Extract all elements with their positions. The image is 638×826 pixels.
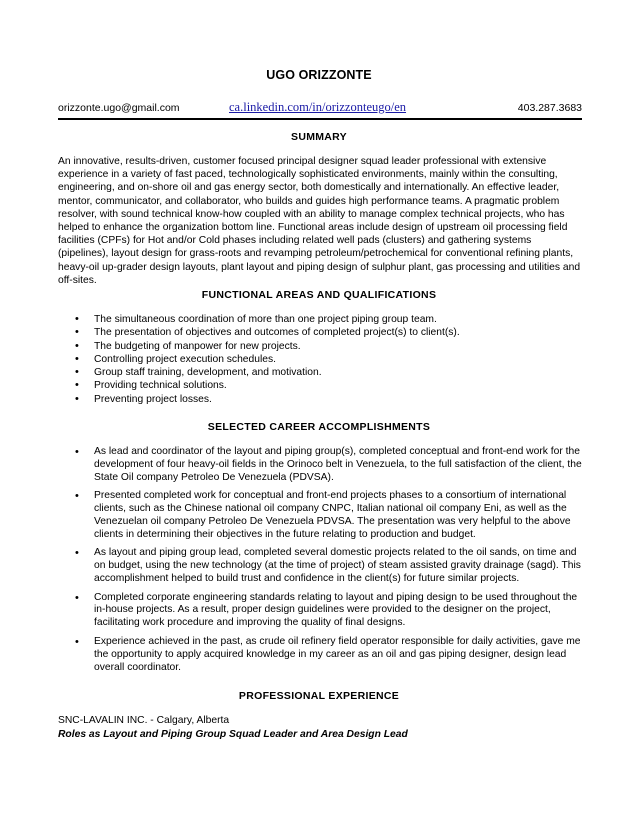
employer-line: SNC-LAVALIN INC. - Calgary, Alberta [58, 715, 230, 726]
accomplishments-heading: SELECTED CAREER ACCOMPLISHMENTS [207, 421, 431, 433]
list-item: • The simultaneous coordination of more than one project piping group team. [75, 313, 437, 325]
functional-heading: FUNCTIONAL AREAS AND QUALIFICATIONS [201, 289, 437, 301]
linkedin-link[interactable]: ca.linkedin.com/in/orizzonteugo/en [229, 100, 407, 114]
list-item: • The budgeting of manpower for new projects. [75, 339, 301, 352]
candidate-name: UGO ORIZZONTE [266, 68, 372, 82]
list-item: • As layout and piping group lead, completed several domestic projects related to the oil sands, on time and on budget, using the new technology (at the time of project) of steam assisted gravity drainage (sagd). This accomplishment helped to build trust and confidence in the client(s) for future similar projects. [75, 547, 581, 585]
phone-number: 403.287.3683 [517, 102, 582, 114]
list-item: • Preventing project losses. [75, 392, 212, 405]
accomplishments-list [58, 446, 584, 680]
bullet-icon: • [75, 326, 79, 339]
bullet-icon: • [75, 591, 79, 604]
bullet-icon: • [75, 313, 79, 325]
functional-list [58, 313, 584, 406]
list-item: • Providing technical solutions. [75, 379, 227, 392]
list-item: • As lead and coordinator of the layout and piping group(s), completed conceptual and front-end work for the development of four heavy-oil fields in the Orinoco belt in Venezuela, to the full satisfaction of the client, the State Oil company Petroleo De Venezuela (PDVSA). [75, 446, 582, 483]
summary-heading: SUMMARY [291, 131, 347, 143]
summary-text: An innovative, results-driven, customer focused principal designer squad leader professional with extensive experience in a variety of fast paced, technologically sophisticated environments, mainly within the consulting, engineering, and on-shore oil and gas energy sector, both domestically and internationally. An effective leader, mentor, communicator, and collaborator, who builds and guides high performance teams. A pragmatic problem resolver, with sound technical know-how coupled with an ability to manage complex technical projects, who has helped to enhance the organization bottom line. Functional areas include design of upstream oil processing field facilities (CPFs) for Hot and/or Cold phases including related well pads (clusters) and gathering systems (pipelines), layout design for grass-roots and revamping petroleum/petrochemical for conventional refining plants, heavy-oil up-grader design layouts, plant layout and piping design of sulphur plant, gas processing and utilities and off-sites. [58, 156, 581, 286]
experience-heading: PROFESSIONAL EXPERIENCE [238, 690, 400, 702]
bullet-icon: • [75, 366, 79, 379]
bullet-icon: • [75, 446, 79, 458]
bullet-icon: • [75, 339, 79, 352]
list-item: • Presented completed work for conceptual and front-end projects phases to a consortium of international clients, such as the Chinese national oil company CNPC, Italian national oil company Eni, as well as the Venezuelan oil company Petroleo De Venezuela PDVSA. The presentation was very helpful to the above clients in determining their objectives in the future relating to production and budget. [75, 490, 571, 540]
bullet-icon: • [75, 379, 79, 392]
list-item: • The presentation of objectives and outcomes of completed project(s) to client(s). [75, 326, 460, 339]
list-item: • Completed corporate engineering standards relating to layout and piping design to be used throughout the in-house projects. As a result, proper design guidelines were provided to the designer on the project, facilitating work procedure and improving the quality of final designs. [75, 591, 578, 629]
bullet-icon: • [75, 490, 79, 503]
role-title: Roles as Layout and Piping Group Squad Leader and Area Design Lead [58, 729, 408, 740]
bullet-icon: • [75, 392, 79, 405]
header-divider [58, 118, 582, 120]
email-address: orizzonte.ugo@gmail.com [58, 102, 180, 114]
list-item: • Experience achieved in the past, as crude oil refinery field operator responsible for daily activities, gave me the opportunity to apply acquired knowledge in my career as an oil and gas piping designer, design lead overall coordinator. [75, 635, 581, 673]
list-item: • Controlling project execution schedules. [75, 352, 277, 365]
bullet-icon: • [75, 635, 79, 648]
list-item: • Group staff training, development, and motivation. [75, 366, 322, 379]
bullet-icon: • [75, 352, 79, 365]
bullet-icon: • [75, 547, 79, 560]
